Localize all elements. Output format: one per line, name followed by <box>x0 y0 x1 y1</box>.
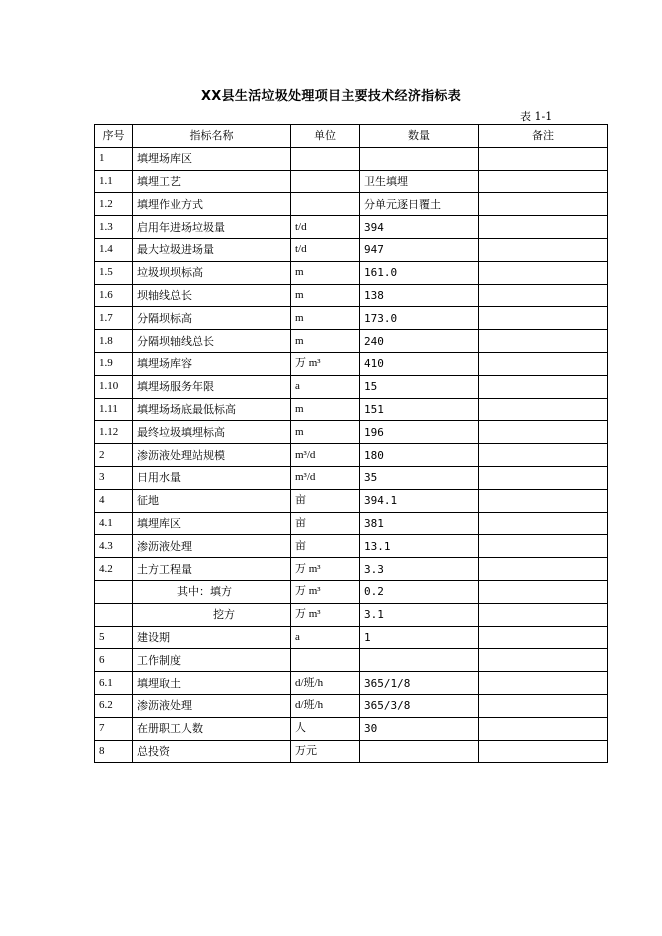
cell-unit <box>291 170 360 193</box>
cell-unit: 万 m³ <box>291 603 360 626</box>
table-row <box>95 672 608 695</box>
cell-name: 坝轴线总长 <box>133 284 291 307</box>
cell-note <box>479 740 608 763</box>
header-name: 指标名称 <box>133 125 291 148</box>
cell-unit: a <box>291 375 360 398</box>
cell-unit <box>291 193 360 216</box>
table-row <box>95 649 608 672</box>
cell-note <box>479 466 608 489</box>
cell-no: 2 <box>95 444 133 467</box>
cell-quantity: 365/3/8 <box>360 694 479 717</box>
cell-quantity: 410 <box>360 352 479 375</box>
cell-no: 4.2 <box>95 558 133 581</box>
cell-name: 在册职工人数 <box>133 717 291 740</box>
cell-quantity: 394 <box>360 216 479 239</box>
cell-quantity: 138 <box>360 284 479 307</box>
cell-name: 日用水量 <box>133 466 291 489</box>
table-row <box>95 398 608 421</box>
cell-unit: m <box>291 307 360 330</box>
cell-no: 5 <box>95 626 133 649</box>
header-no: 序号 <box>95 125 133 148</box>
cell-quantity: 0.2 <box>360 580 479 603</box>
cell-note <box>479 170 608 193</box>
cell-no: 4.1 <box>95 512 133 535</box>
cell-unit: m³/d <box>291 444 360 467</box>
cell-name: 分隔坝标高 <box>133 307 291 330</box>
header-unit: 单位 <box>291 125 360 148</box>
cell-name: 填埋工艺 <box>133 170 291 193</box>
cell-no: 6 <box>95 649 133 672</box>
table-row <box>95 444 608 467</box>
cell-no: 1.3 <box>95 216 133 239</box>
cell-unit: m <box>291 398 360 421</box>
table-row <box>95 375 608 398</box>
cell-no: 1 <box>95 147 133 170</box>
cell-no <box>95 603 133 626</box>
cell-note <box>479 375 608 398</box>
cell-note <box>479 535 608 558</box>
cell-note <box>479 580 608 603</box>
cell-no: 4.3 <box>95 535 133 558</box>
table-row <box>95 740 608 763</box>
table-row <box>95 466 608 489</box>
cell-note <box>479 421 608 444</box>
cell-quantity: 161.0 <box>360 261 479 284</box>
cell-quantity: 13.1 <box>360 535 479 558</box>
cell-unit: d/班/h <box>291 672 360 695</box>
cell-quantity: 381 <box>360 512 479 535</box>
cell-note <box>479 330 608 353</box>
indicator-table <box>94 124 608 763</box>
cell-no: 1.8 <box>95 330 133 353</box>
cell-name: 垃圾坝坝标高 <box>133 261 291 284</box>
table-row <box>95 694 608 717</box>
cell-note <box>479 649 608 672</box>
cell-note <box>479 238 608 261</box>
cell-note <box>479 216 608 239</box>
cell-no: 3 <box>95 466 133 489</box>
cell-unit: d/班/h <box>291 694 360 717</box>
table-row <box>95 489 608 512</box>
table-row <box>95 216 608 239</box>
cell-no: 1.10 <box>95 375 133 398</box>
cell-name: 填埋场库区 <box>133 147 291 170</box>
cell-name: 土方工程量 <box>133 558 291 581</box>
cell-name: 填埋取土 <box>133 672 291 695</box>
table-row <box>95 512 608 535</box>
cell-no: 1.6 <box>95 284 133 307</box>
table-header-row <box>95 125 608 148</box>
table-row <box>95 147 608 170</box>
document-title: XX县生活垃圾处理项目主要技术经济指标表 <box>200 89 462 104</box>
cell-quantity: 180 <box>360 444 479 467</box>
cell-unit: m³/d <box>291 466 360 489</box>
cell-unit: 万 m³ <box>291 558 360 581</box>
cell-name: 最大垃圾进场量 <box>133 238 291 261</box>
cell-name: 工作制度 <box>133 649 291 672</box>
cell-unit: 万元 <box>291 740 360 763</box>
cell-note <box>479 193 608 216</box>
cell-no: 1.7 <box>95 307 133 330</box>
cell-name: 填埋场场底最低标高 <box>133 398 291 421</box>
cell-unit: m <box>291 261 360 284</box>
cell-no: 8 <box>95 740 133 763</box>
cell-unit: 万 m³ <box>291 580 360 603</box>
cell-quantity <box>360 147 479 170</box>
cell-quantity: 分单元逐日覆土 <box>360 193 479 216</box>
table-row <box>95 330 608 353</box>
header-note: 备注 <box>479 125 608 148</box>
cell-note <box>479 489 608 512</box>
cell-unit: 亩 <box>291 535 360 558</box>
cell-name: 总投资 <box>133 740 291 763</box>
cell-unit: t/d <box>291 238 360 261</box>
cell-note <box>479 558 608 581</box>
cell-name: 挖方 <box>133 603 291 626</box>
cell-note <box>479 717 608 740</box>
cell-note <box>479 398 608 421</box>
cell-unit: 人 <box>291 717 360 740</box>
cell-no: 1.4 <box>95 238 133 261</box>
cell-no: 1.5 <box>95 261 133 284</box>
cell-no: 1.1 <box>95 170 133 193</box>
cell-unit: t/d <box>291 216 360 239</box>
cell-name: 填埋库区 <box>133 512 291 535</box>
cell-quantity: 240 <box>360 330 479 353</box>
cell-quantity: 151 <box>360 398 479 421</box>
cell-quantity <box>360 649 479 672</box>
table-row <box>95 307 608 330</box>
cell-name: 填埋场库容 <box>133 352 291 375</box>
table-row <box>95 238 608 261</box>
table-body <box>95 147 608 763</box>
cell-name: 渗沥液处理 <box>133 535 291 558</box>
cell-unit <box>291 147 360 170</box>
cell-quantity: 173.0 <box>360 307 479 330</box>
table-row <box>95 421 608 444</box>
cell-note <box>479 603 608 626</box>
cell-name: 征地 <box>133 489 291 512</box>
cell-note <box>479 444 608 467</box>
cell-name: 填埋场服务年限 <box>133 375 291 398</box>
cell-quantity: 394.1 <box>360 489 479 512</box>
cell-name: 建设期 <box>133 626 291 649</box>
table-row <box>95 717 608 740</box>
table-row <box>95 558 608 581</box>
cell-name: 其中：填方 <box>133 580 291 603</box>
table-row <box>95 261 608 284</box>
cell-quantity: 15 <box>360 375 479 398</box>
cell-no: 6.1 <box>95 672 133 695</box>
cell-no <box>95 580 133 603</box>
cell-note <box>479 626 608 649</box>
table-row <box>95 170 608 193</box>
cell-unit: m <box>291 330 360 353</box>
cell-unit: 亩 <box>291 489 360 512</box>
table-row <box>95 626 608 649</box>
cell-name: 最终垃圾填埋标高 <box>133 421 291 444</box>
cell-no: 1.12 <box>95 421 133 444</box>
cell-quantity: 3.1 <box>360 603 479 626</box>
cell-name: 渗沥液处理 <box>133 694 291 717</box>
cell-quantity: 947 <box>360 238 479 261</box>
cell-unit: 亩 <box>291 512 360 535</box>
cell-no: 6.2 <box>95 694 133 717</box>
table-row <box>95 535 608 558</box>
header-quantity: 数量 <box>360 125 479 148</box>
table-row <box>95 603 608 626</box>
table-row <box>95 193 608 216</box>
table-row <box>95 284 608 307</box>
table-row <box>95 352 608 375</box>
cell-quantity <box>360 740 479 763</box>
cell-note <box>479 307 608 330</box>
cell-unit: m <box>291 421 360 444</box>
cell-no: 1.11 <box>95 398 133 421</box>
cell-quantity: 3.3 <box>360 558 479 581</box>
cell-unit: 万 m³ <box>291 352 360 375</box>
cell-note <box>479 694 608 717</box>
table-number: 表 1-1 <box>520 110 553 123</box>
cell-quantity: 35 <box>360 466 479 489</box>
cell-no: 7 <box>95 717 133 740</box>
cell-name: 分隔坝轴线总长 <box>133 330 291 353</box>
cell-note <box>479 512 608 535</box>
cell-name: 启用年进场垃圾量 <box>133 216 291 239</box>
cell-quantity: 196 <box>360 421 479 444</box>
cell-note <box>479 284 608 307</box>
cell-no: 1.2 <box>95 193 133 216</box>
cell-unit: a <box>291 626 360 649</box>
cell-unit <box>291 649 360 672</box>
cell-note <box>479 261 608 284</box>
cell-quantity: 1 <box>360 626 479 649</box>
cell-no: 1.9 <box>95 352 133 375</box>
cell-note <box>479 147 608 170</box>
cell-quantity: 卫生填埋 <box>360 170 479 193</box>
cell-quantity: 365/1/8 <box>360 672 479 695</box>
cell-quantity: 30 <box>360 717 479 740</box>
cell-note <box>479 672 608 695</box>
cell-note <box>479 352 608 375</box>
table-row <box>95 580 608 603</box>
cell-name: 填埋作业方式 <box>133 193 291 216</box>
cell-unit: m <box>291 284 360 307</box>
cell-name: 渗沥液处理站规模 <box>133 444 291 467</box>
cell-no: 4 <box>95 489 133 512</box>
